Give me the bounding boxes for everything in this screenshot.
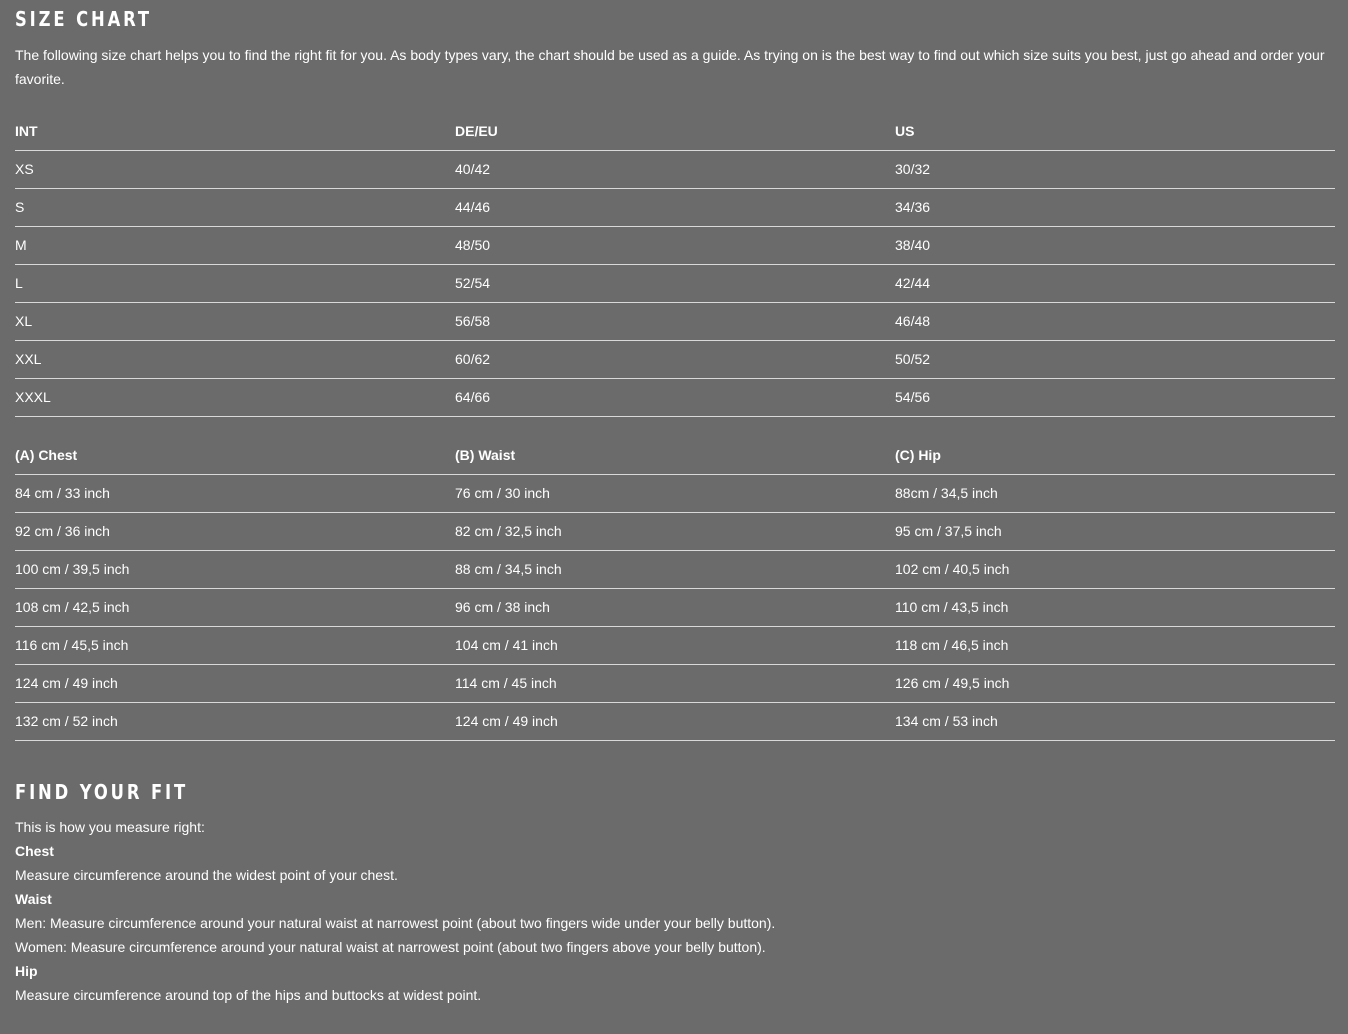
measuring-guide-intro: This is how you measure right: <box>15 819 205 835</box>
cell-int: M <box>15 227 455 265</box>
cell-de-eu: 64/66 <box>455 379 895 417</box>
table-row <box>15 303 1335 341</box>
cell-waist: 76 cm / 30 inch <box>455 475 895 513</box>
table-row <box>15 265 1335 303</box>
cell-de-eu: 48/50 <box>455 227 895 265</box>
header-hip: (C) Hip <box>895 437 1335 475</box>
hip-heading: Hip <box>15 963 38 979</box>
table-row <box>15 475 1335 513</box>
cell-int: XL <box>15 303 455 341</box>
table-row <box>15 151 1335 189</box>
size-chart-title: SIZE CHART <box>15 7 152 31</box>
waist-heading: Waist <box>15 891 52 907</box>
cell-int: XS <box>15 151 455 189</box>
cell-chest: 108 cm / 42,5 inch <box>15 589 455 627</box>
table-row <box>15 341 1335 379</box>
cell-de-eu: 44/46 <box>455 189 895 227</box>
body-measurement-table <box>15 437 1335 741</box>
table-row <box>15 189 1335 227</box>
cell-de-eu: 52/54 <box>455 265 895 303</box>
table-row <box>15 513 1335 551</box>
size-chart-page <box>15 0 1335 1007</box>
table-row <box>15 589 1335 627</box>
cell-chest: 132 cm / 52 inch <box>15 703 455 741</box>
cell-chest: 116 cm / 45,5 inch <box>15 627 455 665</box>
header-waist: (B) Waist <box>455 437 895 475</box>
cell-waist: 82 cm / 32,5 inch <box>455 513 895 551</box>
cell-waist: 88 cm / 34,5 inch <box>455 551 895 589</box>
header-chest: (A) Chest <box>15 437 455 475</box>
cell-de-eu: 56/58 <box>455 303 895 341</box>
cell-de-eu: 60/62 <box>455 341 895 379</box>
header-int: INT <box>15 113 455 151</box>
size-chart-intro: The following size chart helps you to find the right fit for you. As body types vary, the chart should be used as a guide. As trying on is the best way to find out which size suits you best, just go ahead and order your favorite. <box>15 47 1325 87</box>
cell-us: 50/52 <box>895 341 1335 379</box>
hip-instruction: Measure circumference around top of the hips and buttocks at widest point. <box>15 987 482 1003</box>
table-row <box>15 551 1335 589</box>
table-header-row <box>15 437 1335 475</box>
cell-hip: 118 cm / 46,5 inch <box>895 627 1335 665</box>
cell-us: 46/48 <box>895 303 1335 341</box>
cell-waist: 114 cm / 45 inch <box>455 665 895 703</box>
cell-hip: 126 cm / 49,5 inch <box>895 665 1335 703</box>
cell-hip: 102 cm / 40,5 inch <box>895 551 1335 589</box>
cell-chest: 92 cm / 36 inch <box>15 513 455 551</box>
cell-hip: 88cm / 34,5 inch <box>895 475 1335 513</box>
cell-us: 54/56 <box>895 379 1335 417</box>
cell-us: 34/36 <box>895 189 1335 227</box>
cell-waist: 124 cm / 49 inch <box>455 703 895 741</box>
international-size-table <box>15 113 1335 417</box>
measuring-guide <box>15 815 1335 1007</box>
cell-hip: 110 cm / 43,5 inch <box>895 589 1335 627</box>
cell-int: XXXL <box>15 379 455 417</box>
cell-us: 42/44 <box>895 265 1335 303</box>
cell-chest: 124 cm / 49 inch <box>15 665 455 703</box>
table-row <box>15 227 1335 265</box>
chest-instruction: Measure circumference around the widest point of your chest. <box>15 867 398 883</box>
cell-int: L <box>15 265 455 303</box>
cell-chest: 84 cm / 33 inch <box>15 475 455 513</box>
find-your-fit-title: FIND YOUR FIT <box>15 780 189 804</box>
waist-men-instruction: Men: Measure circumference around your natural waist at narrowest point (about two fingers wide under your belly button). <box>15 915 776 931</box>
table-row <box>15 703 1335 741</box>
cell-us: 30/32 <box>895 151 1335 189</box>
waist-women-instruction: Women: Measure circumference around your natural waist at narrowest point (about two fingers above your belly button). <box>15 939 766 955</box>
chest-heading: Chest <box>15 843 54 859</box>
cell-hip: 134 cm / 53 inch <box>895 703 1335 741</box>
cell-waist: 104 cm / 41 inch <box>455 627 895 665</box>
cell-hip: 95 cm / 37,5 inch <box>895 513 1335 551</box>
cell-chest: 100 cm / 39,5 inch <box>15 551 455 589</box>
table-row <box>15 627 1335 665</box>
table-row <box>15 379 1335 417</box>
header-us: US <box>895 113 1335 151</box>
cell-us: 38/40 <box>895 227 1335 265</box>
table-row <box>15 665 1335 703</box>
cell-int: XXL <box>15 341 455 379</box>
header-de-eu: DE/EU <box>455 113 895 151</box>
cell-int: S <box>15 189 455 227</box>
cell-de-eu: 40/42 <box>455 151 895 189</box>
cell-waist: 96 cm / 38 inch <box>455 589 895 627</box>
table-header-row <box>15 113 1335 151</box>
